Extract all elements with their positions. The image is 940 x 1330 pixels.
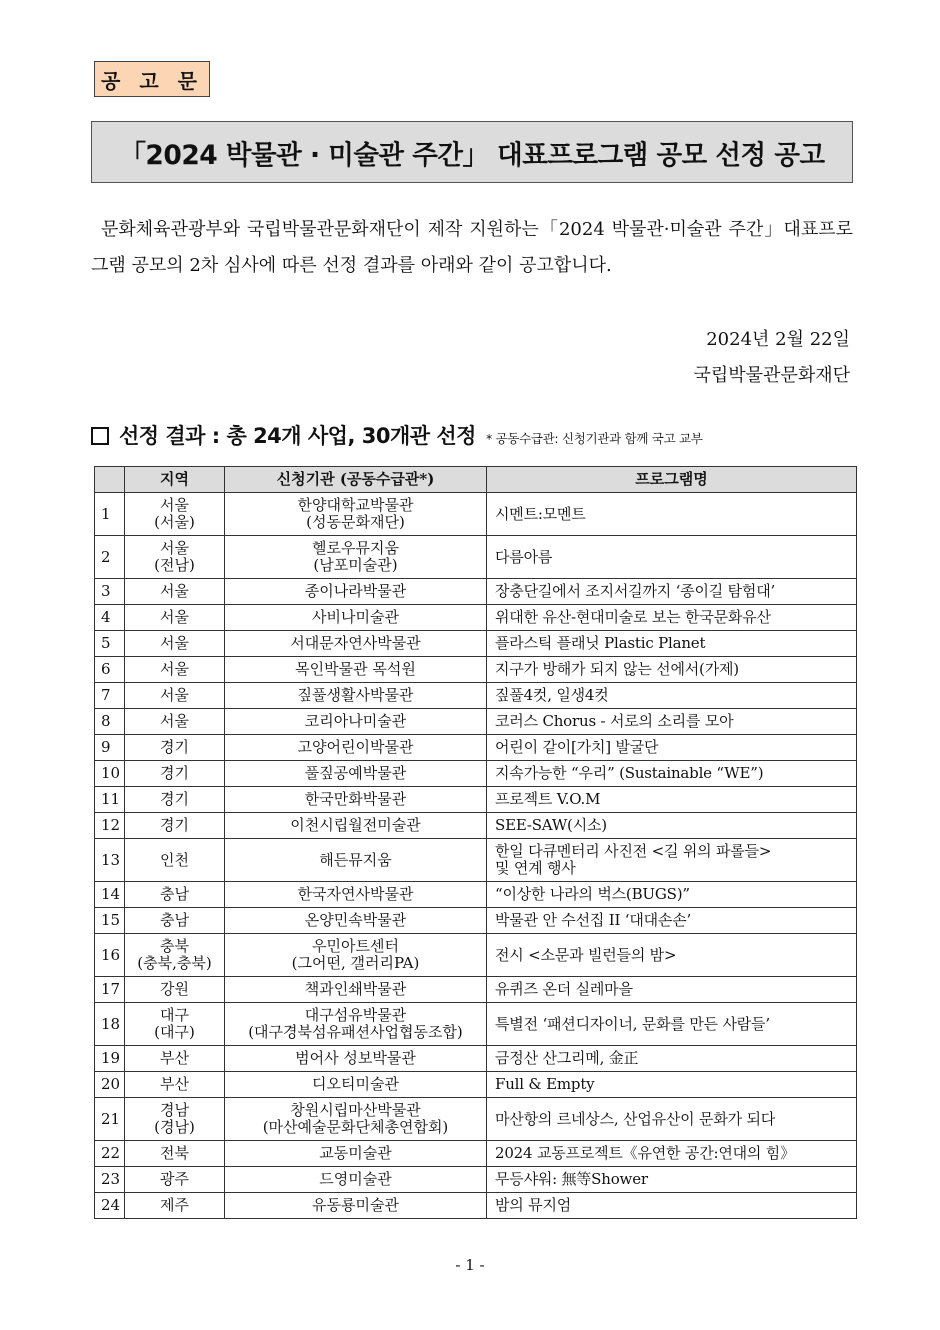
region-line: 경기	[160, 738, 189, 756]
program-line: 무등샤워: 無等Shower	[495, 1170, 648, 1188]
program-line: 지구가 방해가 되지 않는 선에서(가제)	[495, 660, 739, 678]
table-row	[95, 657, 857, 683]
org-line: 유동룡미술관	[312, 1196, 399, 1214]
program-cell	[487, 735, 857, 761]
organization-cell	[225, 1193, 487, 1219]
region-cell	[125, 1046, 225, 1072]
page-title: 「2024 박물관 · 미술관 주간」 대표프로그램 공모 선정 공고	[91, 121, 853, 183]
program-cell	[487, 839, 857, 882]
region-line: 서울	[160, 608, 189, 626]
region-line: 부산	[160, 1075, 189, 1093]
row-number-text: 4	[101, 608, 111, 626]
organization-cell	[225, 934, 487, 977]
row-number-text: 12	[101, 816, 121, 834]
program-cell	[487, 787, 857, 813]
program-cell	[487, 882, 857, 908]
org-line: 창원시립마산박물관	[290, 1101, 421, 1119]
region-line: (전남)	[154, 556, 195, 574]
organization-cell	[225, 1098, 487, 1141]
row-number-text: 24	[101, 1196, 121, 1214]
program-line: 박물관 안 수선집 II ‘대대손손’	[495, 911, 692, 929]
program-cell	[487, 1193, 857, 1219]
region-line: 경기	[160, 764, 189, 782]
region-cell	[125, 908, 225, 934]
region-line: 서울	[160, 582, 189, 600]
page-number: - 1 -	[455, 1256, 485, 1274]
program-line: 지속가능한 “우리” (Sustainable “WE”)	[495, 764, 764, 782]
region-line: 경기	[160, 790, 189, 808]
organization-cell	[225, 683, 487, 709]
program-line: 위대한 유산-현대미술로 보는 한국문화유산	[495, 608, 771, 626]
region-line: 경기	[160, 816, 189, 834]
region-cell	[125, 1193, 225, 1219]
org-line: 온양민속박물관	[304, 911, 407, 929]
program-cell	[487, 1098, 857, 1141]
region-line: 경남	[160, 1101, 189, 1119]
region-cell	[125, 683, 225, 709]
organization-cell	[225, 1167, 487, 1193]
organization-cell	[225, 579, 487, 605]
row-number	[95, 787, 125, 813]
program-line: 코러스 Chorus - 서로의 소리를 모아	[495, 712, 734, 730]
organization-cell	[225, 1072, 487, 1098]
organization-cell	[225, 631, 487, 657]
program-line: 전시 <소문과 빌런들의 밤>	[495, 945, 677, 964]
row-number	[95, 709, 125, 735]
row-number-text: 21	[101, 1109, 121, 1128]
org-line: 서대문자연사박물관	[290, 634, 421, 652]
row-number-text: 9	[101, 738, 111, 756]
program-cell	[487, 1046, 857, 1072]
row-number	[95, 1098, 125, 1141]
organization-cell	[225, 709, 487, 735]
org-line: 한국자연사박물관	[297, 885, 414, 903]
program-line: 시멘트:모멘트	[495, 504, 586, 523]
region-line: (충북,충북)	[137, 954, 212, 972]
table-row	[95, 709, 857, 735]
program-line: SEE-SAW(시소)	[495, 816, 607, 834]
organization-cell	[225, 657, 487, 683]
region-cell	[125, 735, 225, 761]
row-number	[95, 1167, 125, 1193]
table-row	[95, 1141, 857, 1167]
region-cell	[125, 657, 225, 683]
program-cell	[487, 709, 857, 735]
region-line: 대구	[160, 1006, 189, 1024]
region-cell	[125, 934, 225, 977]
program-cell	[487, 579, 857, 605]
program-cell	[487, 934, 857, 977]
row-number	[95, 657, 125, 683]
issuing-organization: 국립박물관문화재단	[693, 365, 850, 386]
row-number	[95, 839, 125, 882]
org-line: 사비나미술관	[312, 608, 399, 626]
region-line: 제주	[160, 1196, 189, 1214]
table-row	[95, 1046, 857, 1072]
program-cell	[487, 631, 857, 657]
region-cell	[125, 579, 225, 605]
row-number	[95, 1046, 125, 1072]
organization-cell	[225, 761, 487, 787]
table-body	[95, 493, 857, 1219]
row-number-text: 5	[101, 634, 111, 652]
row-number	[95, 579, 125, 605]
table-row	[95, 631, 857, 657]
row-number	[95, 605, 125, 631]
section-heading-row	[91, 420, 861, 450]
program-line: 밤의 뮤지엄	[495, 1196, 572, 1214]
table-header-row	[95, 467, 857, 493]
section-heading: 선정 결과 : 총 24개 사업, 30개관 선정	[119, 424, 476, 448]
org-line: 짚풀생활사박물관	[297, 686, 414, 704]
row-number-text: 15	[101, 911, 121, 929]
row-number	[95, 1193, 125, 1219]
organization-cell	[225, 1046, 487, 1072]
row-number	[95, 1141, 125, 1167]
region-line: 서울	[160, 712, 189, 730]
announcement-date: 2024년 2월 22일	[706, 329, 850, 350]
program-line: 및 연계 행사	[495, 859, 576, 877]
table-row	[95, 1098, 857, 1141]
organization-cell	[225, 1141, 487, 1167]
header-no	[95, 467, 125, 493]
row-number	[95, 1072, 125, 1098]
region-cell	[125, 605, 225, 631]
region-line: 충남	[160, 911, 189, 929]
table-row	[95, 813, 857, 839]
region-cell	[125, 1167, 225, 1193]
row-number	[95, 908, 125, 934]
header-program: 프로그램명	[487, 467, 857, 493]
row-number-text: 17	[101, 980, 121, 998]
organization-cell	[225, 882, 487, 908]
org-line: 코리아나미술관	[304, 712, 407, 730]
region-cell	[125, 1141, 225, 1167]
table-row	[95, 882, 857, 908]
program-line: 어린이 같이[가치] 발굴단	[495, 738, 659, 756]
row-number-text: 22	[101, 1144, 121, 1162]
row-number	[95, 934, 125, 977]
table-row	[95, 908, 857, 934]
program-line: 특별전 ‘패션디자이너, 문화를 만든 사람들’	[495, 1014, 770, 1033]
org-line: 풀짚공예박물관	[304, 764, 407, 782]
organization-cell	[225, 977, 487, 1003]
row-number	[95, 761, 125, 787]
region-line: 부산	[160, 1049, 189, 1067]
section-note: * 공동수급관: 신청기관과 함께 국고 교부	[485, 431, 703, 446]
program-line: 다름아름	[495, 547, 553, 566]
organization-cell	[225, 605, 487, 631]
region-cell	[125, 493, 225, 536]
table-row	[95, 1167, 857, 1193]
row-number	[95, 813, 125, 839]
organization-cell	[225, 735, 487, 761]
row-number-text: 19	[101, 1049, 121, 1067]
table-row	[95, 761, 857, 787]
organization-cell	[225, 908, 487, 934]
organization-cell	[225, 1003, 487, 1046]
row-number-text: 1	[101, 504, 111, 523]
program-line: Full & Empty	[495, 1075, 595, 1093]
program-cell	[487, 657, 857, 683]
table-row	[95, 579, 857, 605]
org-line: 한국만화박물관	[304, 790, 407, 808]
org-line: 교동미술관	[319, 1144, 392, 1162]
table-row	[95, 536, 857, 579]
region-cell	[125, 839, 225, 882]
region-cell	[125, 536, 225, 579]
row-number	[95, 735, 125, 761]
region-cell	[125, 709, 225, 735]
row-number-text: 18	[101, 1014, 121, 1033]
program-cell	[487, 1072, 857, 1098]
table-row	[95, 735, 857, 761]
program-line: 플라스틱 플래닛 Plastic Planet	[495, 634, 706, 652]
region-line: 서울	[160, 634, 189, 652]
row-number-text: 10	[101, 764, 121, 782]
region-line: 서울	[160, 539, 189, 557]
organization-cell	[225, 839, 487, 882]
region-line: 전북	[160, 1144, 189, 1162]
row-number-text: 6	[101, 660, 111, 678]
program-cell	[487, 977, 857, 1003]
table-row	[95, 977, 857, 1003]
table-row	[95, 934, 857, 977]
program-cell	[487, 536, 857, 579]
program-cell	[487, 813, 857, 839]
organization-cell	[225, 536, 487, 579]
org-line: 종이나라박물관	[304, 582, 407, 600]
row-number-text: 14	[101, 885, 121, 903]
org-line: 목인박물관 목석원	[295, 660, 416, 678]
org-line: (그어떤, 갤러리PA)	[291, 954, 420, 972]
org-line: 고양어린이박물관	[297, 738, 414, 756]
org-line: 해든뮤지움	[319, 850, 392, 869]
region-line: (대구)	[154, 1023, 195, 1041]
org-line: 책과인쇄박물관	[304, 980, 407, 998]
region-line: 광주	[160, 1170, 189, 1188]
region-line: 서울	[160, 496, 189, 514]
org-line: (대구경북섬유패션사업협동조합)	[248, 1023, 463, 1041]
region-cell	[125, 787, 225, 813]
org-line: (남포미술관)	[313, 556, 398, 574]
table-row	[95, 839, 857, 882]
row-number-text: 23	[101, 1170, 121, 1188]
org-line: 대구섬유박물관	[304, 1006, 407, 1024]
row-number-text: 16	[101, 945, 121, 964]
org-line: 디오티미술관	[312, 1075, 399, 1093]
notice-badge: 공 고 문	[94, 61, 210, 97]
program-line: 2024 교동프로젝트《유연한 공간:연대의 힘》	[495, 1144, 795, 1162]
region-line: 강원	[160, 980, 189, 998]
program-line: 장충단길에서 조지서길까지 ‘종이길 탐험대’	[495, 582, 776, 600]
header-region: 지역	[125, 467, 225, 493]
region-line: 충북	[160, 937, 189, 955]
row-number-text: 20	[101, 1075, 121, 1093]
org-line: (성동문화재단)	[306, 513, 405, 531]
program-cell	[487, 1141, 857, 1167]
region-cell	[125, 813, 225, 839]
organization-cell	[225, 787, 487, 813]
program-line: 짚풀4컷, 일생4컷	[495, 686, 609, 704]
row-number-text: 3	[101, 582, 111, 600]
row-number-text: 8	[101, 712, 111, 730]
checkbox-bullet-icon	[91, 427, 109, 445]
program-cell	[487, 908, 857, 934]
program-cell	[487, 493, 857, 536]
org-line: 한양대학교박물관	[297, 496, 414, 514]
program-line: 마산항의 르네상스, 산업유산이 문화가 되다	[495, 1109, 776, 1128]
region-line: 충남	[160, 885, 189, 903]
row-number-text: 2	[101, 547, 111, 566]
region-cell	[125, 1072, 225, 1098]
region-cell	[125, 1003, 225, 1046]
region-line: 서울	[160, 660, 189, 678]
region-line: (경남)	[154, 1118, 195, 1136]
org-line: 우민아트센터	[312, 937, 399, 955]
region-cell	[125, 631, 225, 657]
table-row	[95, 493, 857, 536]
region-line: (서울)	[154, 513, 195, 531]
region-cell	[125, 1098, 225, 1141]
region-line: 인천	[160, 850, 189, 869]
program-cell	[487, 605, 857, 631]
org-line: (마산예술문화단체총연합회)	[262, 1118, 449, 1136]
table-row	[95, 787, 857, 813]
program-cell	[487, 1003, 857, 1046]
org-line: 헬로우뮤지움	[312, 539, 399, 557]
row-number	[95, 882, 125, 908]
region-cell	[125, 882, 225, 908]
program-cell	[487, 761, 857, 787]
program-line: “이상한 나라의 벅스(BUGS)”	[495, 885, 690, 903]
row-number-text: 11	[101, 790, 121, 808]
row-number	[95, 493, 125, 536]
row-number	[95, 1003, 125, 1046]
program-line: 유퀴즈 온더 실레마을	[495, 980, 633, 998]
org-line: 범어사 성보박물관	[295, 1049, 416, 1067]
org-line: 이천시립월전미술관	[290, 816, 421, 834]
org-line: 드영미술관	[319, 1170, 392, 1188]
region-line: 서울	[160, 686, 189, 704]
program-line: 프로젝트 V.O.M	[495, 790, 601, 808]
region-cell	[125, 761, 225, 787]
table-row	[95, 605, 857, 631]
row-number	[95, 683, 125, 709]
organization-cell	[225, 813, 487, 839]
table-row	[95, 683, 857, 709]
program-cell	[487, 683, 857, 709]
intro-paragraph: 문화체육관광부와 국립박물관문화재단이 제작 지원하는「2024 박물관·미술관 주간」대표프로그램 공모의 2차 심사에 따른 선정 결과를 아래와 같이 공고합니다.	[91, 219, 853, 276]
selection-table	[94, 466, 857, 1219]
table-row	[95, 1003, 857, 1046]
header-organization: 신청기관 (공동수급관*)	[225, 467, 487, 493]
row-number	[95, 536, 125, 579]
program-line: 한일 다큐멘터리 사진전 <길 위의 파롤들>	[495, 842, 772, 860]
row-number-text: 7	[101, 686, 111, 704]
table-row	[95, 1193, 857, 1219]
table-row	[95, 1072, 857, 1098]
program-line: 금정산 산그리메, 金正	[495, 1049, 639, 1067]
region-cell	[125, 977, 225, 1003]
organization-cell	[225, 493, 487, 536]
row-number	[95, 631, 125, 657]
program-cell	[487, 1167, 857, 1193]
row-number-text: 13	[101, 850, 121, 869]
row-number	[95, 977, 125, 1003]
